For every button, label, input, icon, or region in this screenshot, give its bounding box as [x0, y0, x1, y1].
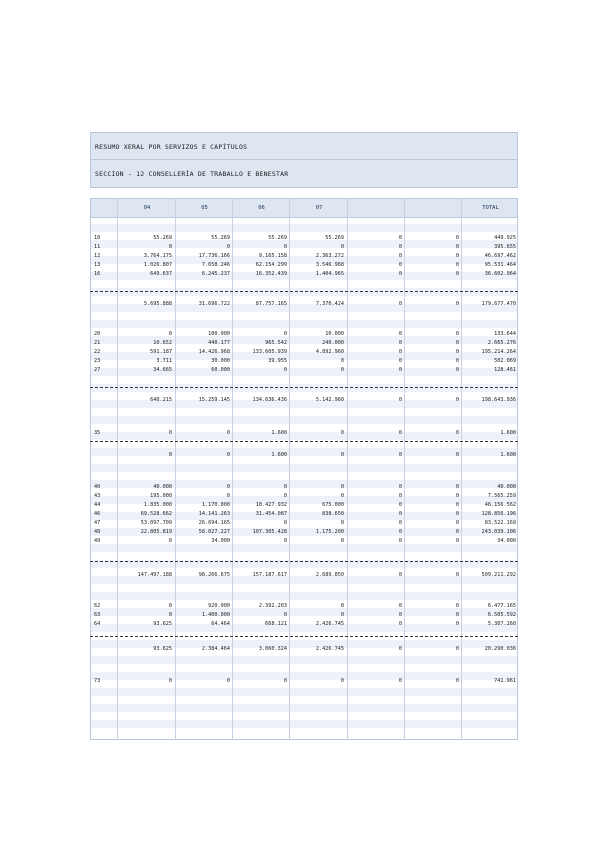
cell-value: 0 — [455, 349, 459, 355]
cell-value: 179.677.470 — [481, 301, 516, 307]
section-title: SECCION - 12 CONSELLERÍA DE TRABALLO E BENESTAR — [90, 160, 518, 188]
table-row — [90, 270, 518, 278]
cell-value: 0 — [340, 367, 344, 373]
cell-value: 240.000 — [322, 340, 344, 346]
cell-value: 0 — [455, 301, 459, 307]
cell-value: 0 — [168, 452, 172, 458]
cell-value: 7.370.424 — [315, 301, 344, 307]
cell-value: 0 — [226, 430, 230, 436]
table-row — [90, 243, 518, 251]
subtotal-separator — [90, 636, 518, 637]
column-divider — [404, 198, 405, 740]
row-code: 35 — [94, 430, 101, 436]
cell-value: 668.121 — [265, 621, 287, 627]
cell-value: 0 — [168, 538, 172, 544]
cell-value: 7.658.246 — [201, 262, 230, 268]
column-divider — [289, 198, 290, 740]
cell-value: 0 — [398, 520, 402, 526]
subtotal-separator — [90, 441, 518, 442]
cell-value: 0 — [226, 678, 230, 684]
cell-value: 87.757.165 — [255, 301, 287, 307]
cell-value: 5.695.888 — [143, 301, 172, 307]
cell-value: 502.069 — [494, 358, 516, 364]
table-row — [90, 501, 518, 509]
cell-value: 0 — [398, 484, 402, 490]
cell-value: 5.307.260 — [487, 621, 516, 627]
cell-value: 0 — [398, 572, 402, 578]
cell-value: 0 — [283, 331, 287, 337]
cell-value: 83.522.169 — [484, 520, 516, 526]
column-divider — [117, 198, 118, 740]
cell-value: 0 — [340, 452, 344, 458]
cell-value: 157.187.617 — [252, 572, 287, 578]
cell-value: 591.187 — [150, 349, 172, 355]
cell-value: 6.245.237 — [201, 271, 230, 277]
cell-value: 1.175.200 — [315, 529, 344, 535]
cell-value: 0 — [340, 358, 344, 364]
cell-value: 1.026.807 — [143, 262, 172, 268]
cell-value: 9.165.158 — [258, 253, 287, 259]
cell-value: 838.650 — [322, 511, 344, 517]
cell-value: 128.856.196 — [481, 511, 516, 517]
cell-value: 0 — [340, 484, 344, 490]
row-code: 23 — [94, 358, 101, 364]
cell-value: 649.637 — [150, 271, 172, 277]
cell-value: 14.141.263 — [198, 511, 230, 517]
cell-value: 0 — [398, 511, 402, 517]
subtotal-separator — [90, 561, 518, 562]
cell-value: 0 — [226, 484, 230, 490]
cell-value: 0 — [340, 612, 344, 618]
cell-value: 0 — [398, 612, 402, 618]
row-code: 22 — [94, 349, 101, 355]
cell-value: 22.805.819 — [140, 529, 172, 535]
cell-value: 2.384.464 — [201, 646, 230, 652]
row-code: 47 — [94, 520, 101, 526]
cell-value: 0 — [455, 235, 459, 241]
cell-value: 640.215 — [150, 397, 172, 403]
cell-value: 14.426.968 — [198, 349, 230, 355]
cell-value: 0 — [455, 678, 459, 684]
column-divider — [347, 198, 348, 740]
column-header-04: 04 — [143, 205, 151, 211]
cell-value: 0 — [455, 262, 459, 268]
cell-value: 0 — [283, 678, 287, 684]
cell-value: 0 — [398, 262, 402, 268]
cell-value: 0 — [398, 349, 402, 355]
cell-value: 62.154.299 — [255, 262, 287, 268]
cell-value: 95.531.464 — [484, 262, 516, 268]
cell-value: 0 — [398, 235, 402, 241]
cell-value: 1.600 — [271, 452, 287, 458]
row-code: 20 — [94, 331, 101, 337]
cell-value: 0 — [455, 331, 459, 337]
cell-value: 0 — [398, 367, 402, 373]
row-code: 12 — [94, 253, 101, 259]
cell-value: 440.177 — [208, 340, 230, 346]
cell-value: 3.711 — [156, 358, 172, 364]
subtotal-row — [90, 300, 518, 308]
subtotal-separator — [90, 387, 518, 388]
cell-value: 509.211.292 — [481, 572, 516, 578]
cell-value: 0 — [398, 430, 402, 436]
cell-value: 0 — [455, 529, 459, 535]
table-row — [90, 429, 518, 437]
cell-value: 31.696.722 — [198, 301, 230, 307]
cell-value: 7.565.259 — [487, 493, 516, 499]
cell-value: 34.000 — [211, 538, 230, 544]
cell-value: 133.605.939 — [252, 349, 287, 355]
cell-value: 31.454.087 — [255, 511, 287, 517]
cell-value: 1.400.000 — [201, 612, 230, 618]
cell-value: 0 — [455, 572, 459, 578]
cell-value: 0 — [455, 358, 459, 364]
cell-value: 93.625 — [153, 621, 172, 627]
cell-value: 0 — [455, 502, 459, 508]
cell-value: 0 — [226, 452, 230, 458]
cell-value: 2.426.745 — [315, 621, 344, 627]
column-divider — [461, 198, 462, 740]
cell-value: 243.039.106 — [481, 529, 516, 535]
cell-value: 18.427.932 — [255, 502, 287, 508]
row-code: 46 — [94, 511, 101, 517]
cell-value: 16.352.439 — [255, 271, 287, 277]
subtotal-row — [90, 571, 518, 579]
cell-value: 98.266.675 — [198, 572, 230, 578]
table-row — [90, 537, 518, 545]
cell-value: 0 — [168, 603, 172, 609]
cell-value: 133.644 — [494, 331, 516, 337]
cell-value: 1.600 — [500, 452, 516, 458]
row-code: 49 — [94, 538, 101, 544]
cell-value: 0 — [340, 520, 344, 526]
cell-value: 128.461 — [494, 367, 516, 373]
table-row — [90, 366, 518, 374]
cell-value: 55.269 — [325, 235, 344, 241]
cell-value: 0 — [283, 484, 287, 490]
row-code: 48 — [94, 529, 101, 535]
cell-value: 395.655 — [494, 244, 516, 250]
column-header-06: 06 — [258, 205, 265, 211]
cell-value: 34.000 — [497, 538, 516, 544]
row-code: 16 — [94, 271, 101, 277]
cell-value: 58.027.227 — [198, 529, 230, 535]
cell-value: 0 — [398, 358, 402, 364]
cell-value: 3.764.175 — [143, 253, 172, 259]
cell-value: 0 — [340, 678, 344, 684]
cell-value: 0 — [340, 538, 344, 544]
cell-value: 55.269 — [211, 235, 230, 241]
cell-value: 0 — [455, 430, 459, 436]
cell-value: 1.835.000 — [143, 502, 172, 508]
cell-value: 0 — [398, 301, 402, 307]
cell-value: 0 — [455, 271, 459, 277]
column-header-blank-4 — [348, 199, 405, 217]
cell-value: 0 — [398, 244, 402, 250]
cell-value: 3.546.968 — [315, 262, 344, 268]
cell-value: 920.000 — [208, 603, 230, 609]
cell-value: 40.000 — [497, 484, 516, 490]
cell-value: 0 — [340, 244, 344, 250]
row-code: 63 — [94, 612, 101, 618]
cell-value: 0 — [455, 253, 459, 259]
row-code: 44 — [94, 502, 101, 508]
cell-value: 1.600 — [500, 430, 516, 436]
cell-value: 3.060.324 — [258, 646, 287, 652]
cell-value: 0 — [455, 520, 459, 526]
cell-value: 0 — [283, 367, 287, 373]
cell-value: 6.477.165 — [487, 603, 516, 609]
table-row — [90, 348, 518, 356]
cell-value: 2.665.276 — [487, 340, 516, 346]
cell-value: 0 — [168, 430, 172, 436]
cell-value: 39.955 — [268, 358, 287, 364]
column-header-07: 07 — [315, 205, 323, 211]
cell-value: 55.269 — [153, 235, 172, 241]
cell-value: 60.000 — [211, 367, 230, 373]
cell-value: 2.363.272 — [315, 253, 344, 259]
cell-value: 0 — [455, 493, 459, 499]
cell-value: 0 — [455, 646, 459, 652]
cell-value: 0 — [455, 538, 459, 544]
cell-value: 4.892.960 — [315, 349, 344, 355]
column-header-blank-5 — [405, 199, 462, 217]
cell-value: 5.142.960 — [315, 397, 344, 403]
cell-value: 53.097.709 — [140, 520, 172, 526]
cell-value: 0 — [398, 331, 402, 337]
cell-value: 147.497.188 — [137, 572, 172, 578]
cell-value: 55.269 — [268, 235, 287, 241]
cell-value: 0 — [226, 244, 230, 250]
table-row — [90, 602, 518, 610]
subtotal-row — [90, 396, 518, 404]
table-row — [90, 234, 518, 242]
cell-value: 15.259.145 — [198, 397, 230, 403]
row-code: 64 — [94, 621, 101, 627]
table-row — [90, 261, 518, 269]
cell-value: 0 — [398, 603, 402, 609]
cell-value: 0 — [398, 646, 402, 652]
cell-value: 1.600 — [271, 430, 287, 436]
cell-value: 0 — [398, 621, 402, 627]
cell-value: 30.000 — [211, 358, 230, 364]
cell-value: 0 — [168, 244, 172, 250]
row-code: 27 — [94, 367, 101, 373]
row-code: 11 — [94, 244, 101, 250]
cell-value: 0 — [168, 612, 172, 618]
cell-value: 0 — [455, 621, 459, 627]
table-row — [90, 519, 518, 527]
cell-value: 0 — [455, 603, 459, 609]
cell-value: 93.625 — [153, 646, 172, 652]
cell-value: 100.000 — [208, 331, 230, 337]
cell-value: 0 — [455, 452, 459, 458]
cell-value: 64.464 — [211, 621, 230, 627]
cell-value: 2.392.203 — [258, 603, 287, 609]
cell-value: 0 — [398, 340, 402, 346]
table-row — [90, 483, 518, 491]
subtotal-separator — [90, 291, 518, 292]
cell-value: 0 — [283, 493, 287, 499]
cell-value: 0 — [398, 538, 402, 544]
cell-value: 0 — [455, 340, 459, 346]
cell-value: 0 — [168, 331, 172, 337]
cell-value: 6.505.592 — [487, 612, 516, 618]
cell-value: 36.602.964 — [484, 271, 516, 277]
cell-value: 0 — [398, 529, 402, 535]
cell-value: 10.652 — [153, 340, 172, 346]
table-row — [90, 339, 518, 347]
cell-value: 0 — [340, 493, 344, 499]
table-row — [90, 330, 518, 338]
column-header-05: 05 — [201, 205, 208, 211]
cell-value: 46.156.562 — [484, 502, 516, 508]
cell-value: 0 — [398, 271, 402, 277]
table-row — [90, 492, 518, 500]
row-code: 13 — [94, 262, 101, 268]
cell-value: 741.961 — [494, 678, 516, 684]
cell-value: 0 — [455, 511, 459, 517]
column-divider — [232, 198, 233, 740]
row-code: 73 — [94, 678, 101, 684]
cell-value: 26.694.165 — [198, 520, 230, 526]
subtotal-row — [90, 645, 518, 653]
column-divider — [175, 198, 176, 740]
cell-value: 0 — [398, 253, 402, 259]
table-row — [90, 357, 518, 365]
cell-value: 0 — [168, 678, 172, 684]
cell-value: 0 — [340, 603, 344, 609]
cell-value: 0 — [398, 678, 402, 684]
cell-value: 449.925 — [494, 235, 516, 241]
table-row — [90, 510, 518, 518]
row-code: 10 — [94, 235, 101, 241]
cell-value: 46.697.462 — [484, 253, 516, 259]
cell-value: 34.665 — [153, 367, 172, 373]
row-code: 40 — [94, 484, 101, 490]
subtotal-row — [90, 451, 518, 459]
cell-value: 675.000 — [322, 502, 344, 508]
table-row — [90, 611, 518, 619]
cell-value: 0 — [455, 397, 459, 403]
cell-value: 0 — [455, 367, 459, 373]
cell-value: 0 — [283, 520, 287, 526]
cell-value: 0 — [398, 397, 402, 403]
column-header-total: TOTAL — [482, 205, 499, 211]
cell-value: 0 — [455, 244, 459, 250]
table-row — [90, 620, 518, 628]
row-code: 43 — [94, 493, 101, 499]
data-table — [90, 218, 518, 740]
cell-value: 1.170.000 — [201, 502, 230, 508]
row-code: 21 — [94, 340, 101, 346]
cell-value: 2.426.745 — [315, 646, 344, 652]
cell-value: 0 — [398, 502, 402, 508]
cell-value: 107.305.428 — [252, 529, 287, 535]
column-header-row — [90, 198, 518, 218]
cell-value: 0 — [283, 612, 287, 618]
cell-value: 0 — [398, 493, 402, 499]
cell-value: 965.542 — [265, 340, 287, 346]
row-code: 62 — [94, 603, 101, 609]
cell-value: 134.636.436 — [252, 397, 287, 403]
table-row — [90, 677, 518, 685]
cell-value: 69.528.662 — [140, 511, 172, 517]
cell-value: 0 — [398, 452, 402, 458]
cell-value: 0 — [283, 244, 287, 250]
cell-value: 1.404.965 — [315, 271, 344, 277]
table-row — [90, 528, 518, 536]
cell-value: 195.214.264 — [481, 349, 516, 355]
cell-value: 17.736.166 — [198, 253, 230, 259]
table-row — [90, 252, 518, 260]
cell-value: 0 — [226, 493, 230, 499]
cell-value: 195.000 — [150, 493, 172, 499]
cell-value: 0 — [283, 538, 287, 544]
cell-value: 40.000 — [153, 484, 172, 490]
cell-value: 2.689.850 — [315, 572, 344, 578]
cell-value: 20.290.036 — [484, 646, 516, 652]
cell-value: 0 — [455, 484, 459, 490]
cell-value: 10.000 — [325, 331, 344, 337]
cell-value: 0 — [340, 430, 344, 436]
cell-value: 0 — [455, 612, 459, 618]
cell-value: 198.643.936 — [481, 397, 516, 403]
report-title: RESUMO XERAL POR SERVIZOS E CAPÍTULOS — [90, 132, 518, 160]
